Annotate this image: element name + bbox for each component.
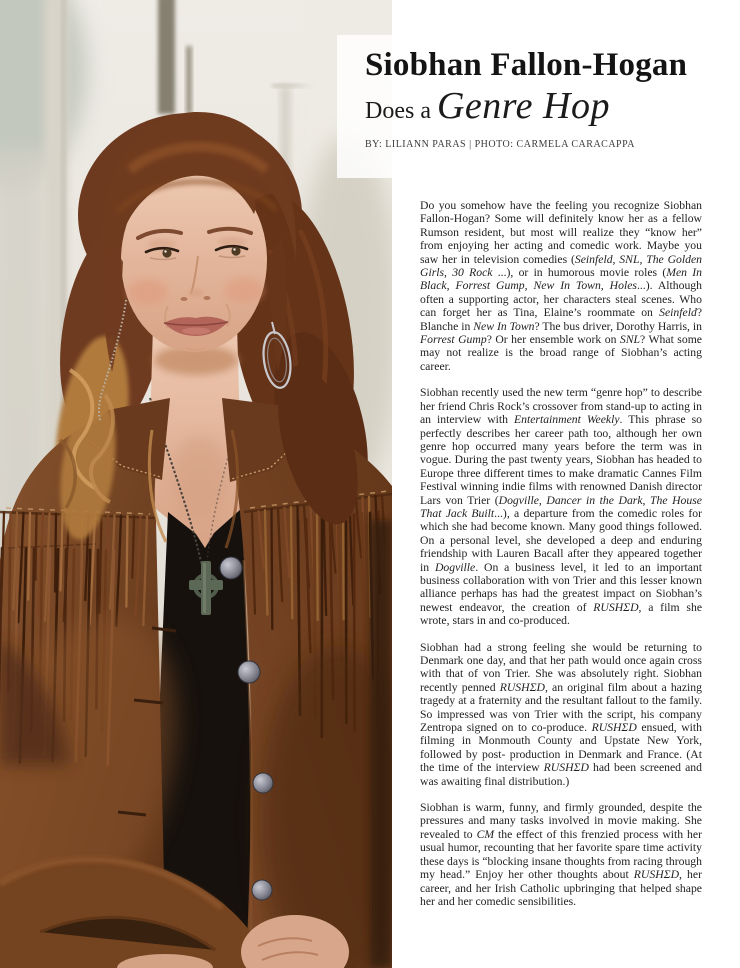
article-paragraph: Siobhan had a strong feeling she would be returning to Denmark one day, and that her path would once again cross with that of von Trier. She was absolutely right. Siobhan recently penned RUSHΣD, an original film about a hazing tragedy at a fraternity and the resultant fallout to the family. So impressed was von Trier with the script, his company Zentropa signed on to co-produce. RUSHΣD ensued, with filming in Monmouth County and Upstate New York, followed by post- production in Denmark and France. (At the time of the interview RUSHΣD had been screened and was awaiting final distribution.)	[420, 640, 703, 788]
article-subtitle	[365, 84, 713, 128]
article-title: Siobhan Fallon-Hogan	[365, 47, 688, 83]
article-body	[420, 199, 702, 921]
article-paragraph: Do you somehow have the feeling you recognize Siobhan Fallon-Hogan? Some will definitely know her as a fellow Rumson resident, but most will realize they “know her” from enjoying her acting and comedic work. Maybe you saw her in television comedies (Seinfeld, SNL, The Golden Girls, 30 Rock ...), or in humorous movie roles (Men In Black, Forrest Gump, New In Town, Holes...). Although often a supporting actor, her characters steal scenes. Who can forget her as Tina, Elaine’s roommate on Seinfeld? Blanche in New In Town? The bus driver, Dorothy Harris, in Forrest Gump? Or her ensemble work on SNL? What some may not realize is the broad range of Siobhan’s acting career.	[420, 199, 702, 373]
article-paragraph: Siobhan recently used the new term “genre hop” to describe her friend Chris Rock’s crossover from stand-up to acting in an interview with Entertainment Weekly. This phrase so perfectly describes her career path too, although her own genre hop occurred many years before the term was in vogue. During the past twenty years, Siobhan has headed to Europe three different times to make dramatic Cannes Film Festival winning indie films with renowned Danish director Lars von Trier (Dogville, Dancer in the Dark, The House That Jack Built...), a departure from the comedic roles for which she had become known. Many good things followed. On a personal level, she developed a deep and enduring friendship with Lauren Bacall after they appeared together in Dogville. On a business level, it led to an important business collaboration with von Trier and this lesser known alliance perhaps has had the greatest impact on Siobhan’s newest endeavor, the creation of RUSHΣD, a film she wrote, stars in and co-produced.	[420, 386, 703, 628]
article-paragraph: Siobhan is warm, funny, and firmly grounded, despite the pressures and many tasks involved in movie making. She revealed to CM the effect of this frenzied process with her usual humor, recounting that her favorite spare time activity these days is “blocking insane thoughts from racing through my head.” Enjoy her other thoughts about RUSHΣD, her career, and her Irish Catholic upbringing that helped shape her and her comedic sensibilities.	[420, 801, 702, 908]
subtitle-emphasis: Genre Hop	[436, 85, 610, 128]
byline: BY: LILIANN PARAS | PHOTO: CARMELA CARACAPPA	[365, 139, 635, 151]
subtitle-prefix: Does a	[365, 98, 437, 125]
article-header	[337, 35, 713, 178]
